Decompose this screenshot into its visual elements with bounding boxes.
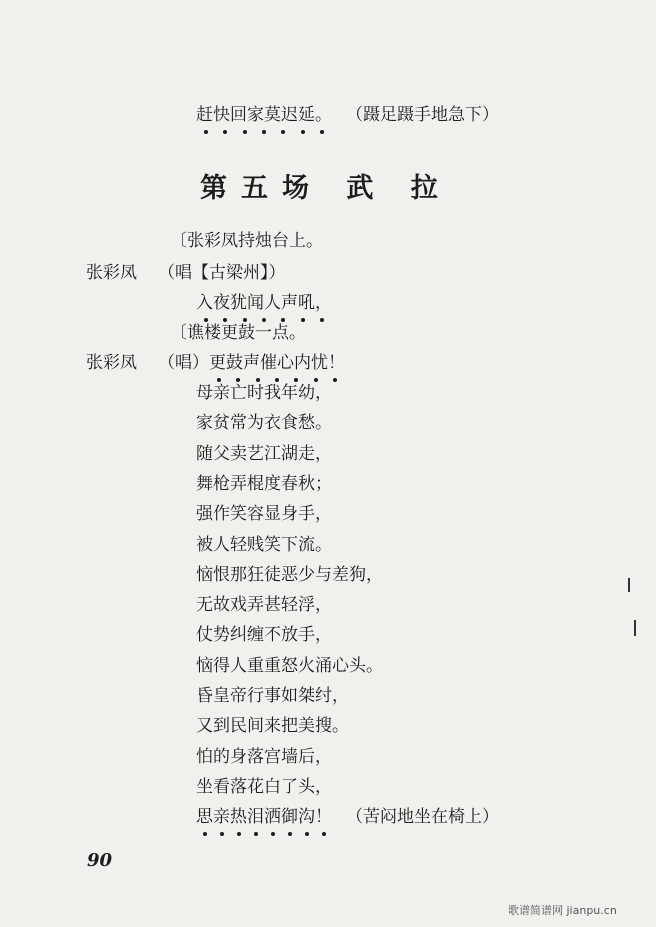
top-line-stage: （蹑足蹑手地急下） [346,105,499,125]
last-stage-direction: （苦闷地坐在椅上） [346,807,499,827]
verse-line: 怕的身落宫墙后， [196,746,332,767]
scene-title: 第五场 武 拉 [200,173,452,204]
speaker-2: 张彩凤 [86,353,137,373]
watermark: 歌谱简谱网 jianpu.cn [508,904,617,917]
verse-2-line [158,352,345,374]
page-number: 90 [87,850,113,871]
verse-line: 又到民间来把美搜。 [196,716,349,737]
stage-direction-1: 〔张彩凤持烛台上。 [170,231,323,251]
last-verse: 思亲热泪洒御沟！ [196,806,332,828]
sing-direction-1: （唱【古梁州】） [158,263,286,283]
speaker-1: 张彩凤 [86,263,137,283]
stage-direction-2: 〔谯楼更鼓一点。 [170,323,306,343]
verse-2: 更鼓声催心内忧！ [209,352,345,374]
verse-line: 强作笑容显身手， [196,504,332,525]
verse-line: 昏皇帝行事如桀纣， [196,686,349,706]
verse-line: 恼恨那狂徒恶少与差狗， [196,564,383,585]
scan-mark [628,578,630,592]
verse-line: 坐看落花白了头， [196,776,332,797]
verse-1: 入夜犹闻人声吼， [196,292,332,314]
top-line [196,104,499,126]
top-line-text: 赶快回家莫迟延。 [196,104,332,126]
verse-line: 母亲亡时我年幼， [196,383,332,403]
verse-line: 被人轻贱笑下流。 [196,534,332,555]
verse-line: 随父卖艺江湖走， [196,443,332,464]
verse-line: 恼得人重重怒火涌心头。 [196,655,383,676]
verse-line: 舞枪弄棍度春秋； [196,473,332,494]
verse-line: 无故戏弄甚轻浮， [196,595,332,616]
scan-mark [634,620,636,636]
verse-line: 家贫常为衣食愁。 [196,413,332,434]
last-line [196,806,499,828]
verse-line: 仗势纠缠不放手， [196,625,332,646]
sing-direction-2: （唱） [158,353,209,373]
